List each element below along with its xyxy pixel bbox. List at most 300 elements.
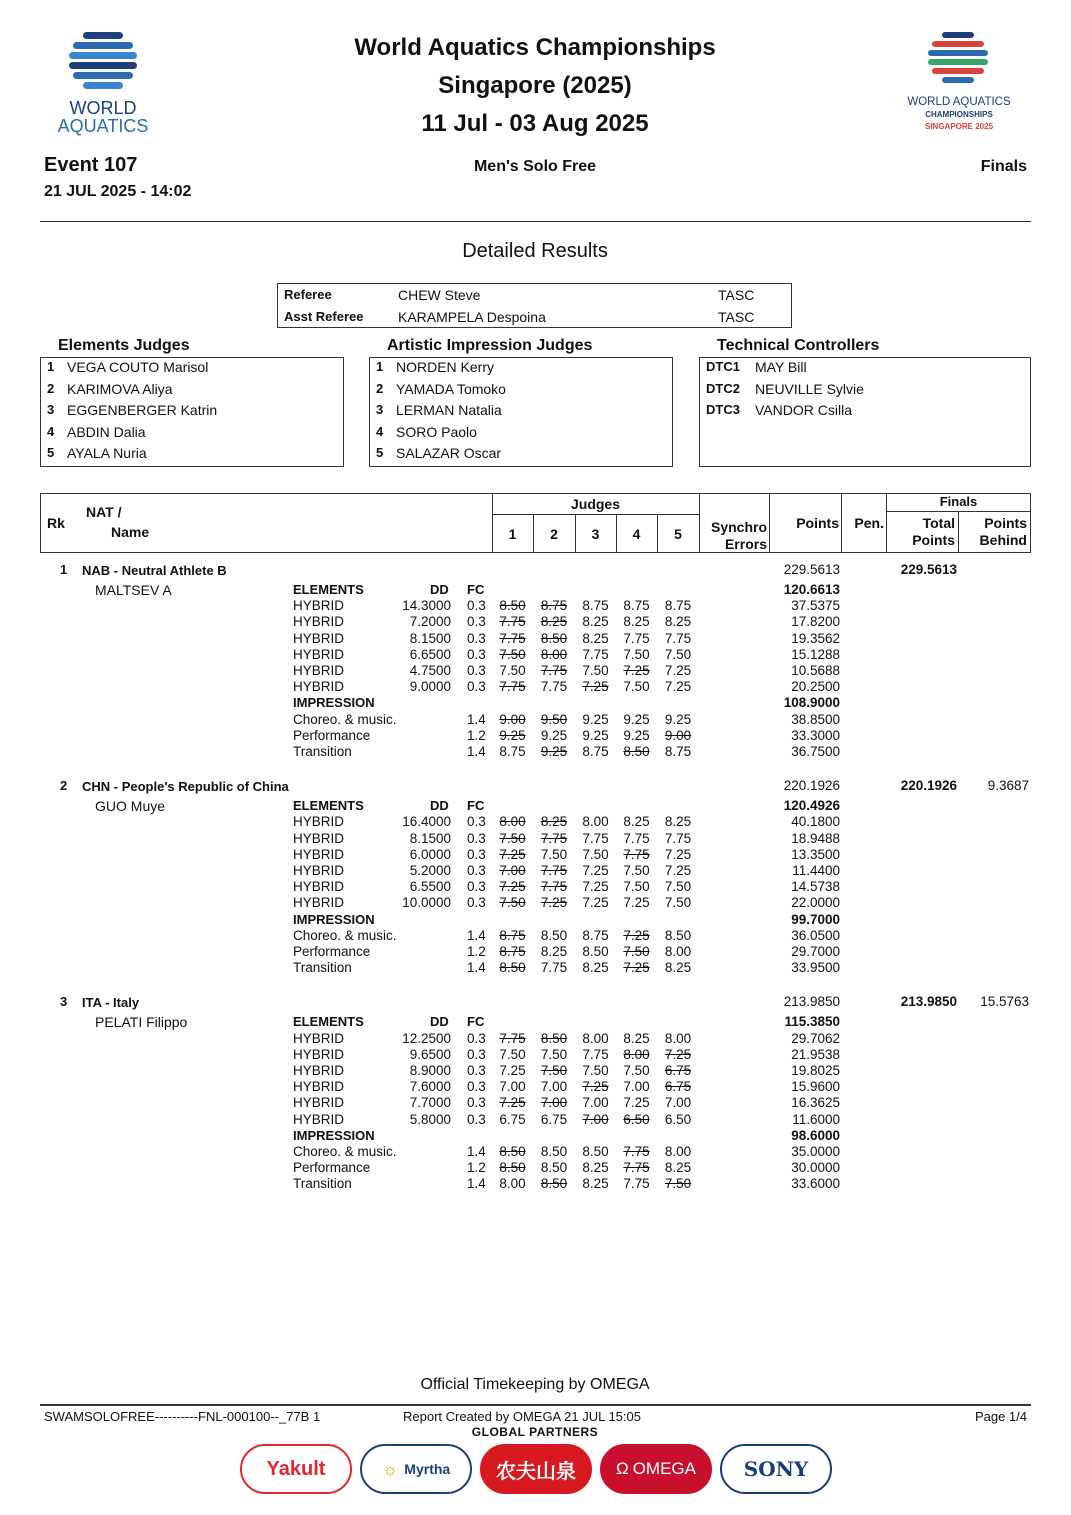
judge-score: 7.75: [540, 879, 568, 895]
element-name: HYBRID: [293, 614, 345, 630]
partner-yakult: [240, 1444, 352, 1494]
judge-number: 1: [376, 359, 384, 374]
judge-score: 7.00: [582, 1111, 609, 1127]
element-dd: 8.1500: [409, 830, 451, 846]
judge-name: MAY Bill: [755, 359, 807, 375]
partner-myrtha: [360, 1444, 472, 1494]
judge-score: 7.25: [499, 1095, 526, 1111]
judge-score: 9.25: [540, 727, 568, 743]
impression-name: Performance: [293, 1160, 371, 1176]
element-fc: 0.3: [467, 1046, 486, 1062]
col-rk: Rk: [47, 515, 65, 531]
col-judges: Judges: [570, 496, 620, 512]
judge-score: 8.25: [664, 614, 692, 630]
judge-name: KARIMOVA Aliya: [67, 380, 173, 397]
judge-name: SORO Paolo: [396, 423, 477, 440]
judge-score: 8.00: [499, 814, 526, 830]
judge-score: 8.50: [540, 1030, 568, 1046]
impression-points: 33.3000: [791, 727, 840, 743]
world-aquatics-logo-text-1: WORLD: [69, 98, 137, 118]
col-synchro-errors: Errors: [724, 536, 767, 552]
dd-label: DD: [430, 1014, 449, 1030]
judge-score: 8.00: [664, 944, 692, 959]
element-dd: 9.0000: [409, 679, 451, 695]
col-behind: Points: [984, 515, 1027, 531]
judge-score: 8.25: [582, 960, 609, 976]
col-j5: 5: [674, 526, 682, 542]
fc-label: FC: [467, 1014, 485, 1030]
judge-score: 8.75: [582, 598, 609, 614]
judge-score: 8.50: [623, 744, 650, 759]
impression-name: Performance: [293, 727, 371, 743]
judge-name: SALAZAR Oscar: [396, 445, 502, 461]
impression-points: 36.7500: [791, 744, 840, 759]
judge-name: LERMAN Natalia: [396, 402, 502, 418]
rank: 1: [60, 562, 68, 577]
judge-score: 8.25: [623, 1030, 650, 1046]
timekeeping: Official Timekeeping by OMEGA: [420, 1376, 650, 1393]
impression-total: 98.6000: [791, 1127, 840, 1143]
judge-score: 9.00: [664, 727, 692, 743]
judge-score: 7.75: [540, 863, 568, 878]
element-name: HYBRID: [293, 895, 345, 911]
judge-score: 7.75: [540, 679, 568, 695]
judge-score: 8.25: [582, 1176, 609, 1192]
official-federation: TASC: [718, 309, 755, 325]
judge-score: 7.25: [499, 846, 526, 862]
judge-name: NEUVILLE Sylvie: [755, 380, 864, 397]
judge-score: 7.50: [664, 646, 692, 662]
element-name: HYBRID: [293, 846, 345, 862]
judge-score: 7.00: [664, 1095, 692, 1111]
element-points: 15.1288: [791, 646, 840, 662]
element-fc: 0.3: [467, 1063, 486, 1078]
report-title: Detailed Results: [462, 240, 608, 262]
judge-score: 8.25: [582, 1160, 609, 1176]
judge-score: 7.25: [664, 846, 692, 862]
impression-name: Choreo. & music.: [293, 927, 397, 943]
judge-score: 9.50: [540, 711, 568, 727]
championship-location: Singapore (2025): [438, 72, 632, 99]
element-fc: 0.3: [467, 863, 486, 878]
judge-score: 9.25: [582, 711, 609, 727]
element-dd: 6.5500: [409, 879, 451, 895]
impression-fc: 1.2: [467, 727, 486, 743]
event-logo: [890, 30, 1030, 140]
judge-name: YAMADA Tomoko: [396, 380, 506, 397]
judge-score: 8.25: [540, 814, 568, 830]
nat-team: CHN - People's Republic of China: [82, 779, 289, 795]
element-dd: 14.3000: [402, 598, 451, 614]
judge-score: 7.25: [499, 1063, 526, 1078]
judge-score: 7.75: [623, 1160, 650, 1176]
judge-score: 7.25: [623, 895, 650, 911]
athlete-points: 220.1926: [783, 778, 840, 794]
elements-label: ELEMENTS: [293, 798, 364, 814]
judge-score: 7.75: [582, 830, 609, 846]
elements-total: 120.6613: [783, 582, 840, 597]
world-aquatics-logo-text-2: AQUATICS: [57, 116, 149, 136]
judge-score: 8.00: [664, 1030, 692, 1046]
judge-score: 7.00: [582, 1095, 609, 1111]
judge-score: 7.75: [499, 679, 526, 695]
judge-score: 7.75: [664, 630, 692, 646]
judge-score: 7.25: [623, 927, 650, 943]
judge-score: 7.00: [540, 1079, 568, 1095]
judge-score: 8.00: [499, 1176, 526, 1192]
judge-score: 6.75: [664, 1079, 692, 1095]
partner-sony-label: SONY: [743, 1457, 809, 1481]
judge-score: 7.50: [623, 679, 650, 695]
official-role: Referee: [284, 287, 332, 302]
judge-score: 8.25: [540, 614, 568, 630]
impression-fc: 1.4: [467, 711, 486, 727]
judge-score: 6.50: [664, 1111, 692, 1127]
element-name: HYBRID: [293, 1046, 345, 1062]
impression-points: 33.6000: [791, 1176, 840, 1192]
col-pen: Pen.: [854, 515, 884, 531]
judge-score: 8.00: [582, 1030, 609, 1046]
judge-score: 6.75: [664, 1063, 692, 1078]
element-dd: 12.2500: [402, 1030, 451, 1046]
col-j4: 4: [632, 526, 641, 542]
judge-score: 7.75: [623, 630, 650, 646]
championship-dates: 11 Jul - 03 Aug 2025: [421, 110, 649, 137]
partner-myrtha-label: Myrtha: [404, 1461, 451, 1477]
col-points-behind: Behind: [979, 532, 1027, 548]
judge-score: 7.25: [664, 679, 692, 695]
fc-label: FC: [467, 582, 485, 597]
impression-name: Transition: [293, 1176, 352, 1192]
judge-score: 7.00: [499, 1079, 526, 1095]
judge-score: 7.75: [540, 830, 568, 846]
judge-score: 8.25: [664, 814, 692, 830]
judge-score: 7.50: [540, 846, 568, 862]
element-dd: 7.6000: [409, 1079, 451, 1095]
partner-omega: [600, 1444, 712, 1494]
element-fc: 0.3: [467, 598, 486, 614]
col-name: Name: [111, 524, 150, 540]
element-name: HYBRID: [293, 1079, 345, 1095]
judge-score: 8.00: [582, 814, 609, 830]
event-name: Men's Solo Free: [473, 158, 597, 175]
element-points: 19.3562: [791, 630, 840, 646]
judge-score: 8.50: [499, 1160, 526, 1176]
element-fc: 0.3: [467, 846, 486, 862]
total-points: 229.5613: [900, 562, 957, 577]
fc-label: FC: [467, 798, 485, 814]
judge-score: 8.75: [499, 944, 526, 959]
event-datetime: 21 JUL 2025 - 14:02: [44, 183, 192, 200]
element-points: 15.9600: [791, 1079, 840, 1095]
col-nat: NAT /: [86, 504, 122, 520]
impression-name: Transition: [293, 744, 352, 759]
judge-score: 9.25: [664, 711, 692, 727]
judge-number: DTC3: [706, 402, 740, 417]
element-name: HYBRID: [293, 1095, 345, 1111]
judge-score: 8.50: [540, 1176, 568, 1192]
judge-score: 7.50: [664, 1176, 692, 1192]
judge-score: 8.50: [499, 1144, 526, 1159]
judge-name: EGGENBERGER Katrin: [67, 402, 218, 418]
judge-score: 8.50: [540, 1144, 568, 1159]
rank: 2: [60, 778, 68, 794]
impression-fc: 1.4: [467, 1144, 486, 1159]
element-name: HYBRID: [293, 879, 345, 895]
element-dd: 5.2000: [409, 863, 451, 878]
judge-score: 9.25: [623, 727, 650, 743]
total-points: 213.9850: [900, 994, 957, 1010]
element-points: 11.4400: [792, 863, 840, 878]
judge-score: 8.25: [582, 630, 609, 646]
element-points: 29.7062: [791, 1030, 840, 1046]
official-name: CHEW Steve: [398, 287, 481, 303]
judge-score: 8.75: [582, 927, 609, 943]
impression-name: Transition: [293, 960, 352, 976]
official-role: Asst Referee: [284, 309, 364, 324]
judge-score: 9.25: [499, 727, 526, 743]
impression-points: 38.8500: [791, 711, 840, 727]
element-dd: 7.7000: [409, 1095, 451, 1111]
col-total-points: Points: [912, 532, 955, 548]
impression-points: 33.9500: [791, 960, 840, 976]
official-federation: TASC: [718, 287, 755, 303]
judge-name: AYALA Nuria: [67, 445, 147, 461]
header-divider: [40, 221, 1031, 222]
element-dd: 6.6500: [409, 646, 451, 662]
judge-score: 7.25: [582, 895, 609, 911]
element-fc: 0.3: [467, 830, 486, 846]
global-partners-label: GLOBAL PARTNERS: [471, 1425, 599, 1439]
judge-score: 7.75: [623, 830, 650, 846]
judge-score: 7.25: [582, 863, 609, 878]
judge-score: 7.75: [623, 1144, 650, 1159]
partner-nongfu: [480, 1444, 592, 1494]
element-dd: 16.4000: [402, 814, 451, 830]
judge-name: ABDIN Dalia: [67, 423, 146, 440]
judge-score: 8.50: [499, 960, 526, 976]
judge-score: 7.25: [623, 663, 650, 678]
element-name: HYBRID: [293, 646, 345, 662]
element-points: 18.9488: [791, 830, 840, 846]
judge-score: 7.25: [582, 1079, 609, 1095]
footer-divider: [40, 1404, 1031, 1406]
dd-label: DD: [430, 798, 449, 814]
judge-score: 8.50: [582, 944, 609, 959]
judge-score: 8.75: [582, 744, 609, 759]
col-total: Total: [922, 515, 955, 531]
judge-score: 7.00: [499, 863, 526, 878]
element-points: 40.1800: [791, 814, 840, 830]
impression-fc: 1.4: [467, 744, 486, 759]
element-fc: 0.3: [467, 1030, 486, 1046]
judge-score: 7.50: [582, 663, 609, 678]
panel-box: [699, 357, 1031, 467]
judge-score: 7.75: [499, 614, 526, 630]
judge-score: 8.50: [582, 1144, 609, 1159]
judge-score: 6.50: [623, 1111, 650, 1127]
nat-team: NAB - Neutral Athlete B: [82, 563, 227, 578]
judge-score: 7.50: [499, 646, 526, 662]
element-dd: 10.0000: [402, 895, 451, 911]
athlete-name: MALTSEV A: [95, 582, 172, 598]
element-points: 21.9538: [791, 1046, 840, 1062]
judge-score: 7.75: [623, 1176, 650, 1192]
judge-score: 7.50: [623, 863, 650, 878]
element-fc: 0.3: [467, 1095, 486, 1111]
judge-score: 8.50: [499, 598, 526, 614]
judge-score: 8.25: [664, 960, 692, 976]
partner-omega-label: OMEGA: [632, 1459, 696, 1478]
judge-score: 7.75: [540, 663, 568, 678]
impression-fc: 1.2: [467, 1160, 486, 1176]
judge-score: 7.50: [664, 879, 692, 895]
element-dd: 9.6500: [409, 1046, 451, 1062]
impression-points: 35.0000: [791, 1144, 840, 1159]
panel-title: Elements Judges: [58, 337, 190, 354]
points-behind: 9.3687: [987, 778, 1029, 794]
element-points: 17.8200: [791, 614, 840, 630]
judge-number: 3: [376, 402, 384, 417]
event-phase: Finals: [980, 158, 1027, 175]
element-name: HYBRID: [293, 679, 345, 695]
judge-score: 7.50: [499, 895, 526, 911]
judge-score: 8.75: [664, 598, 692, 614]
judge-number: 5: [376, 445, 384, 460]
element-name: HYBRID: [293, 663, 345, 678]
element-name: HYBRID: [293, 1030, 345, 1046]
judge-score: 9.00: [499, 711, 526, 727]
judge-score: 7.75: [582, 1046, 609, 1062]
judge-score: 8.50: [540, 1160, 568, 1176]
element-dd: 8.1500: [409, 630, 451, 646]
element-fc: 0.3: [467, 663, 486, 678]
element-fc: 0.3: [467, 679, 486, 695]
judge-score: 7.50: [582, 1063, 609, 1078]
element-name: HYBRID: [293, 830, 345, 846]
element-fc: 0.3: [467, 814, 486, 830]
sun-icon: ☼: [381, 1458, 399, 1479]
rank: 3: [60, 994, 68, 1010]
judge-score: 8.25: [664, 1160, 692, 1176]
judge-score: 8.50: [540, 927, 568, 943]
judge-score: 8.00: [664, 1144, 692, 1159]
judge-score: 7.25: [582, 879, 609, 895]
panel-title: Technical Controllers: [717, 337, 880, 354]
judge-number: 1: [47, 359, 55, 374]
element-points: 10.5688: [791, 663, 840, 678]
col-synchro: Synchro: [710, 519, 767, 535]
judge-score: 8.50: [540, 630, 568, 646]
impression-fc: 1.4: [467, 960, 486, 976]
judge-score: 6.75: [499, 1111, 526, 1127]
element-points: 14.5738: [791, 879, 840, 895]
judge-score: 7.25: [664, 1046, 692, 1062]
judge-score: 7.50: [540, 1046, 568, 1062]
judge-score: 7.50: [623, 1063, 650, 1078]
judge-score: 7.25: [540, 895, 568, 911]
judge-score: 7.50: [582, 846, 609, 862]
col-points: Points: [796, 515, 839, 531]
panel-title: Artistic Impression Judges: [387, 337, 593, 354]
elements-total: 115.3850: [784, 1014, 840, 1030]
judge-score: 7.25: [499, 879, 526, 895]
judge-score: 7.50: [623, 944, 650, 959]
judge-score: 7.00: [540, 1095, 568, 1111]
judge-score: 7.50: [499, 1046, 526, 1062]
judge-score: 8.25: [623, 814, 650, 830]
judge-number: DTC2: [706, 380, 740, 396]
world-aquatics-logo-mark-icon: [45, 28, 165, 98]
judge-score: 7.50: [499, 830, 526, 846]
impression-name: Choreo. & music.: [293, 1144, 397, 1159]
element-fc: 0.3: [467, 1079, 486, 1095]
judge-score: 8.00: [540, 646, 568, 662]
element-dd: 5.8000: [409, 1111, 451, 1127]
impression-total: 99.7000: [791, 911, 840, 927]
element-points: 13.3500: [791, 846, 840, 862]
impression-fc: 1.4: [467, 927, 486, 943]
judge-score: 7.50: [664, 895, 692, 911]
element-name: HYBRID: [293, 814, 345, 830]
elements-label: ELEMENTS: [293, 1014, 364, 1030]
element-fc: 0.3: [467, 630, 486, 646]
judge-score: 7.75: [499, 1030, 526, 1046]
judge-score: 8.75: [499, 744, 526, 759]
element-points: 20.2500: [791, 679, 840, 695]
element-fc: 0.3: [467, 879, 486, 895]
partner-nongfu-label: 农夫山泉: [496, 1460, 576, 1483]
element-points: 16.3625: [791, 1095, 840, 1111]
element-fc: 0.3: [467, 895, 486, 911]
judge-score: 8.50: [664, 927, 692, 943]
impression-label: IMPRESSION: [293, 911, 375, 927]
total-points: 220.1926: [900, 778, 957, 794]
element-points: 19.8025: [791, 1063, 840, 1078]
element-dd: 7.2000: [409, 614, 451, 630]
col-j3: 3: [591, 526, 600, 542]
world-aquatics-logo: [45, 28, 165, 138]
judge-score: 8.25: [623, 614, 650, 630]
col-j2: 2: [550, 526, 558, 542]
athlete-points: 229.5613: [783, 562, 840, 577]
judge-score: 7.25: [664, 663, 692, 678]
element-dd: 8.9000: [409, 1063, 451, 1078]
judge-score: 8.75: [664, 744, 692, 759]
judge-score: 7.50: [623, 646, 650, 662]
col-j1: 1: [508, 526, 517, 542]
judge-score: 7.75: [582, 646, 609, 662]
event-logo-mark-icon: [890, 30, 1030, 92]
judge-number: 2: [376, 380, 384, 396]
judge-number: 4: [47, 423, 55, 439]
dd-label: DD: [430, 582, 449, 597]
judge-score: 9.25: [540, 744, 568, 759]
event-logo-text-3: SINGAPORE 2025: [924, 122, 994, 131]
impression-label: IMPRESSION: [293, 1127, 375, 1143]
judge-name: NORDEN Kerry: [396, 359, 495, 375]
event-logo-text-2: CHAMPIONSHIPS: [925, 110, 993, 119]
judge-number: 2: [47, 380, 55, 396]
athlete-name: PELATI Filippo: [95, 1014, 188, 1031]
elements-total: 120.4926: [783, 798, 840, 814]
element-points: 11.6000: [792, 1111, 840, 1127]
judge-score: 8.25: [540, 944, 568, 959]
judge-number: 5: [47, 445, 55, 460]
judge-name: VEGA COUTO Marisol: [67, 359, 209, 375]
element-name: HYBRID: [293, 598, 345, 614]
impression-points: 29.7000: [791, 944, 840, 959]
